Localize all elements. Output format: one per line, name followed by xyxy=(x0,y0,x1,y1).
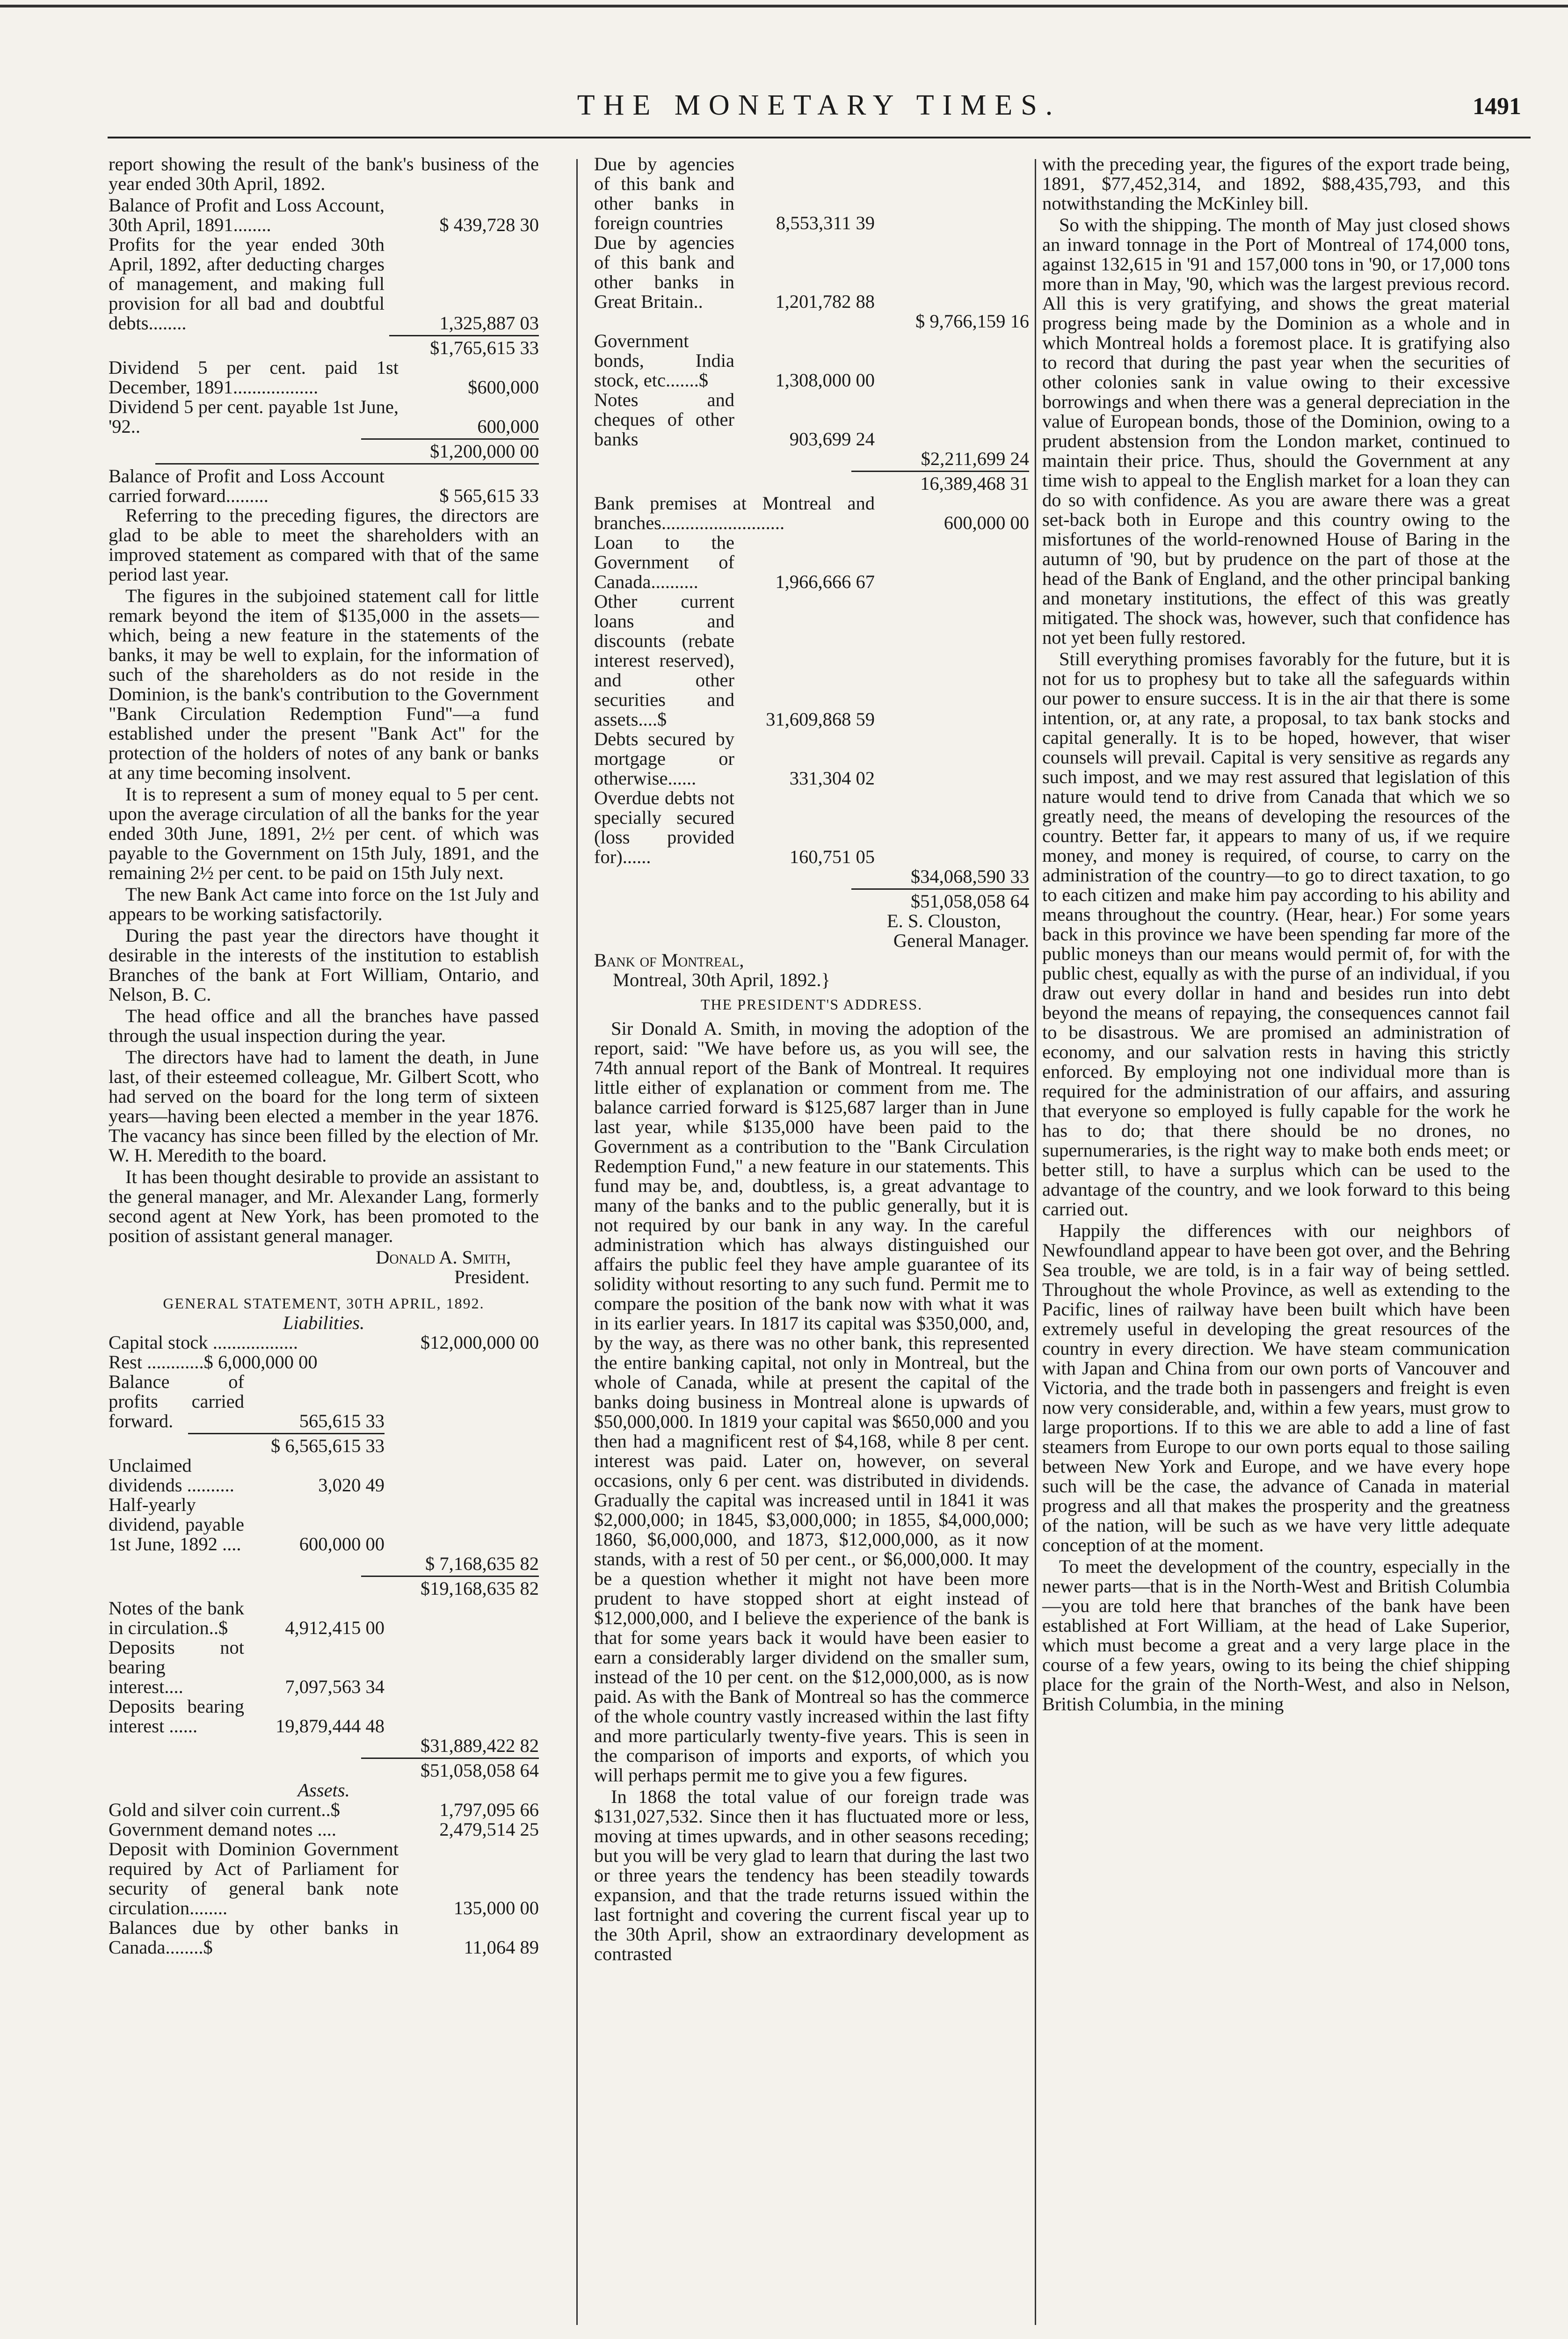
fin-row: Debts secured by mortgage or otherwise...... 331,304 02 xyxy=(594,728,875,789)
fin-total: $1,765,615 33 xyxy=(430,337,539,358)
paragraph: It is to represent a sum of money equal to 5 per cent. upon the average circulation of all the banks for the year ended 30th June, 1891, 2½ per cent. of which was payable to the Government on 15th July, 1891, and the remaining 2½ per cent. to be paid on 15th July next. xyxy=(109,784,539,883)
fin-row: Other current loans and discounts (rebate interest reserved), and other securities and assets....$ 31,609,868 59 xyxy=(594,591,875,730)
paragraph: Sir Donald A. Smith, in moving the adoption of the report, said: "We have before us, as you will see, the 74th annual report of the Bank of Montreal. It requires little either of explanation or comment from me. The balance carried forward is $125,687 larger than in June last year, while $135,000 have been paid to the Government as a contribution to the "Bank Circulation Redemption Fund," a new feature in our statements. This fund may be, and, doubtless, is, a great advantage to many of the banks and to the public generally, but it is not required by our bank in any way. In the careful administration which has always distinguished our affairs the public feel they have ample guarantee of its solidity without resorting to any such fund. Permit me to compare the position of the bank now with what it was in its earlier years. In 1817 its capital was $350,000, and, by the way, as there was no other bank, this represented the entire banking capital, not only in Montreal, but the whole of Canada, while at present the capital of the banks doing business in Montreal alone is upwards of $50,000,000. In 1819 your capital was $650,000 and you then had a magnificent rest of $4,168, while 8 per cent. interest was paid. Later on, however, on several occasions, only 6 per cent. was distributed in dividends. Gradually the capital was increased until in 1841 it was $2,000,000; in 1845, $3,000,000; in 1855, $4,000,000; 1860, $6,000,000, and 1873, $12,000,000, as it now stands, with a rest of 50 per cent., or $6,000,000. It may be a question whether it might not have been more prudent to have stopped short at eight instead of $12,000,000, and I believe the experience of the bank is that for some years back it would have been easier to earn a considerably larger dividend on the smaller sum, instead of the 10 per cent. on the $12,000,000, as is now paid. As with the Bank of Montreal so has the commerce of the whole country vastly increased within the last fifty and more particularly twenty-five years. This is seen in the comparison of imports and exports, of which you will perhaps permit me to give you a few figures. xyxy=(594,1018,1029,1786)
fin-row: Deposits not bearing interest.... 7,097,563 34 xyxy=(109,1637,385,1697)
fin-row: Balances due by other banks in Canada........$ 11,064 89 xyxy=(109,1917,539,1958)
fin-row: Due by agencies of this bank and other banks in foreign countries 8,553,311 39 xyxy=(594,153,875,233)
fin-row: Unclaimed dividends .......... 3,020 49 xyxy=(109,1455,385,1496)
subheading: Liabilities. xyxy=(283,1312,365,1333)
paragraph: The head office and all the branches have passed through the usual inspection during the year. xyxy=(109,1005,539,1046)
fin-row: Balance of Profit and Loss Account carried forward......... $ 565,615 33 xyxy=(109,465,539,506)
paragraph: In 1868 the total value of our foreign trade was $131,027,532. Since then it has fluctuated more or less, moving at times upwards, and in other seasons receding; but you will be very glad to learn that during the last two or three years the tendency has been steadily towards expansion, and that the trade returns issued within the last fortnight and covering the current fiscal year up to the 30th April, show an extraordinary development as contrasted xyxy=(594,1786,1029,1964)
fin-row: $34,068,590 33 xyxy=(910,866,1029,887)
fin-total: $51,058,058 64 xyxy=(420,1760,539,1781)
fin-row: Government demand notes .... 2,479,514 25 xyxy=(109,1819,539,1840)
paragraph: During the past year the directors have thought it desirable in the interests of the institution to establish Branches of the bank at Fort William, Ontario, and Nelson, B. C. xyxy=(109,925,539,1005)
fin-row: Dividend 5 per cent. paid 1st December, 1891.................. $600,000 xyxy=(109,357,539,398)
section-heading: THE PRESIDENT'S ADDRESS. xyxy=(700,996,923,1013)
fin-row: Rest ............$ 6,000,000 00 xyxy=(109,1351,318,1373)
column-divider xyxy=(1035,159,1036,2325)
paragraph: To meet the development of the country, especially in the newer parts—that is in the North-West and British Columbia—you are told here that branches of the bank have been established at Fort William, at the head of Lake Superior, which must become a great and a very large place in the course of a few years, owing to its being the chief shipping place for the grain of the North-West, and also in Nelson, British Columbia, in the mining xyxy=(1042,1556,1510,1714)
fin-row: $ 9,766,159 16 xyxy=(915,311,1029,332)
fin-row: $ 7,168,635 82 xyxy=(425,1553,539,1574)
fin-row: Profits for the year ended 30th April, 1892, after deducting charges of management, and making full provision for all bad and doubtful debts........ 1,325,887 03 xyxy=(109,234,539,334)
column-1 xyxy=(109,154,539,1957)
header-rule xyxy=(108,137,1531,138)
fin-row: Overdue debts not specially secured (loss provided for)...... 160,751 05 xyxy=(594,787,875,867)
fin-row: Deposit with Dominion Government required by Act of Parliament for security of general bank note circulation........ 135,000 00 xyxy=(109,1838,539,1918)
fin-total: $19,168,635 82 xyxy=(420,1578,539,1599)
column-divider xyxy=(576,159,578,2325)
signature-name: E. S. Clouston, xyxy=(886,910,1001,931)
fin-row: $ 6,565,615 33 xyxy=(271,1435,385,1456)
fin-row: Deposits bearing interest ...... 19,879,444 48 xyxy=(109,1696,385,1736)
dateline-org: Bank of Montreal, xyxy=(594,950,744,971)
fin-row: Dividend 5 per cent. payable 1st June, '92.. 600,000 xyxy=(109,396,539,437)
signature-name: Donald A. Smith, xyxy=(376,1247,511,1268)
fin-row: Capital stock .................. $12,000,000 00 xyxy=(109,1332,539,1353)
fin-row: Due by agencies of this bank and other banks in Great Britain.. 1,201,782 88 xyxy=(594,232,875,312)
report-intro: report showing the result of the bank's business of the year ended 30th April, 1892. xyxy=(109,153,539,194)
fin-row: $31,889,422 82 xyxy=(420,1735,539,1756)
masthead-title: THE MONETARY TIMES. xyxy=(577,89,1061,121)
paragraph: Still everything promises favorably for the future, but it is not for us to prophesy but to take all the safeguards within our power to ensure success. It is in the air that there is some intention, or, at any rate, a proposal, to tax bank stocks and capital generally. It is to be hoped, however, that wiser counsels will prevail. Capital is very sensitive as regards any such impost, and we may rest assured that legislation of this nature would tend to drive from Canada that which we so greatly need, the means of developing the resources of the country. Better far, it appears to many of us, if we require money, and money is required, of course, to carry on the administration of the country—to go to direct taxation, to go to each citizen and make him pay according to his ability and means throughout the country. (Hear, hear.) For some years back in this province we have been spending far more of the public moneys than our means would permit of, for with the public chest, equally as with the purse of an individual, if you draw out every dollar in hand and besides run into debt beyond the means of repaying, the consequences cannot fail to be disastrous. We are promised an administration of economy, and our salvation rests in having this strictly enforced. By employing not one individual more than is required for the administration of our affairs, and assuring that everyone so employed is fully capable for the work he has to do; that there should be no drones, no supernumeraries, is the right way to make both ends meet; or better still, to have a surplus which can be used to the advantage of the country, and we look forward to this being carried out. xyxy=(1042,648,1510,1220)
dateline-date: Montreal, 30th April, 1892.} xyxy=(613,969,830,990)
column-2 xyxy=(594,154,1029,1966)
fin-row: Balance of profits carried forward. 565,615 33 xyxy=(109,1371,385,1431)
signature-title: President. xyxy=(454,1266,530,1287)
fin-row: Notes of the bank in circulation..$ 4,912,415 00 xyxy=(109,1598,385,1638)
fin-row: $2,211,699 24 xyxy=(921,448,1029,469)
paragraph: The figures in the subjoined statement call for little remark beyond the item of $135,000 in the assets—which, being a new feature in the statements of the banks, it may be well to explain, for the information of such of the shareholders as do not reside in the Dominion, is the bank's contribution to the Government "Bank Circulation Redemption Fund"—a fund established under the present "Bank Act" for the protection of the holders of notes of any bank or banks at any time becoming insolvent. xyxy=(109,585,539,783)
column-3 xyxy=(1042,154,1510,1716)
page-number: 1491 xyxy=(1473,93,1521,120)
fin-total: 16,389,468 31 xyxy=(920,473,1029,494)
top-border xyxy=(0,5,1568,7)
paragraph: It has been thought desirable to provide an assistant to the general manager, and Mr. Alexander Lang, formerly second agent at New York, has been promoted to the position of assistant general manager. xyxy=(109,1166,539,1246)
fin-row: Bank premises at Montreal and branches.......................... 600,000 00 xyxy=(594,493,1029,533)
paragraph: The new Bank Act came into force on the 1st July and appears to be working satisfactorily. xyxy=(109,884,539,924)
signature-title: General Manager. xyxy=(893,930,1029,951)
section-heading: GENERAL STATEMENT, 30TH APRIL, 1892. xyxy=(163,1295,485,1312)
fin-row: Half-yearly dividend, payable 1st June, 1892 .... 600,000 00 xyxy=(109,1494,385,1554)
paragraph: Happily the differences with our neighbors of Newfoundland appear to have been got over, and the Behring Sea trouble, we are told, is in a fair way of being settled. Throughout the whole Province, as well as extending to the Pacific, lines of railway have been built which have been extremely useful in developing the great resources of the country in every direction. We have steam communication with Japan and China from our own ports of Vancouver and Victoria, and the trade both in passengers and freight is even now very considerable, and, within a few years, must grow to large proportions. If to this we are able to add a line of fast steamers from Europe to our own ports equal to those sailing between New York and Europe, and we have every hope such will be the case, the advance of Canada in material progress and all that makes the prosperity and the greatness of the nation, will be such as we have very little adequate conception of at the moment. xyxy=(1042,1220,1510,1555)
paragraph: So with the shipping. The month of May just closed shows an inward tonnage in the Port of Montreal of 174,000 tons, against 132,615 in '91 and 157,000 tons in '90, or 17,000 tons more than in May, '90, which was the largest previous record. All this is very gratifying, and shows the great material progress being made by the Dominion as a whole and in which Montreal holds a foremost place. It is gratifying also to record that during the past year when the securities of other colonies sank in value owing to their excessive borrowings and when there was a general depreciation in the value of European bonds, those of the Dominion, owing to a prudent abstension from the London market, continued to maintain their price. Thus, should the Government at any time wish to appeal to the English market for a loan they can do so with confidence. As you are aware there was a great set-back both in Europe and this country owing to the misfortunes of the world-renowned House of Baring in the autumn of '90, but by prudence on the part of those at the head of the Bank of England, and the other principal banking and monetary institutions, the effect of this was greatly mitigated. The shock was, however, such that confidence has not yet been fully restored. xyxy=(1042,214,1510,648)
fin-row: Balance of Profit and Loss Account, 30th April, 1891........ $ 439,728 30 xyxy=(109,195,539,235)
fin-row: Loan to the Government of Canada.......... 1,966,666 67 xyxy=(594,532,875,592)
paragraph: Referring to the preceding figures, the directors are glad to be able to meet the shareholders with an improved statement as compared with that of the same period last year. xyxy=(109,505,539,585)
paragraph: The directors have had to lament the death, in June last, of their esteemed colleague, Mr. Gilbert Scott, who had served on the board for the long term of sixteen years—having been elected a member in the year 1876. The vacancy has since been filled by the election of Mr. W. H. Meredith to the board. xyxy=(109,1046,539,1166)
subheading: Assets. xyxy=(298,1780,350,1801)
fin-total: $1,200,000 00 xyxy=(430,441,539,462)
fin-total: $51,058,058 64 xyxy=(910,891,1029,912)
fin-row: Government bonds, India stock, etc.......$ 1,308,000 00 xyxy=(594,330,875,391)
page-header xyxy=(108,89,1531,126)
fin-row: Gold and silver coin current..$ 1,797,095 66 xyxy=(109,1799,539,1820)
fin-row: Notes and cheques of other banks 903,699 24 xyxy=(594,389,875,450)
paragraph: with the preceding year, the figures of the export trade being, 1891, $77,452,314, and 1892, $88,435,793, and this notwithstanding the McKinley bill. xyxy=(1042,153,1510,214)
